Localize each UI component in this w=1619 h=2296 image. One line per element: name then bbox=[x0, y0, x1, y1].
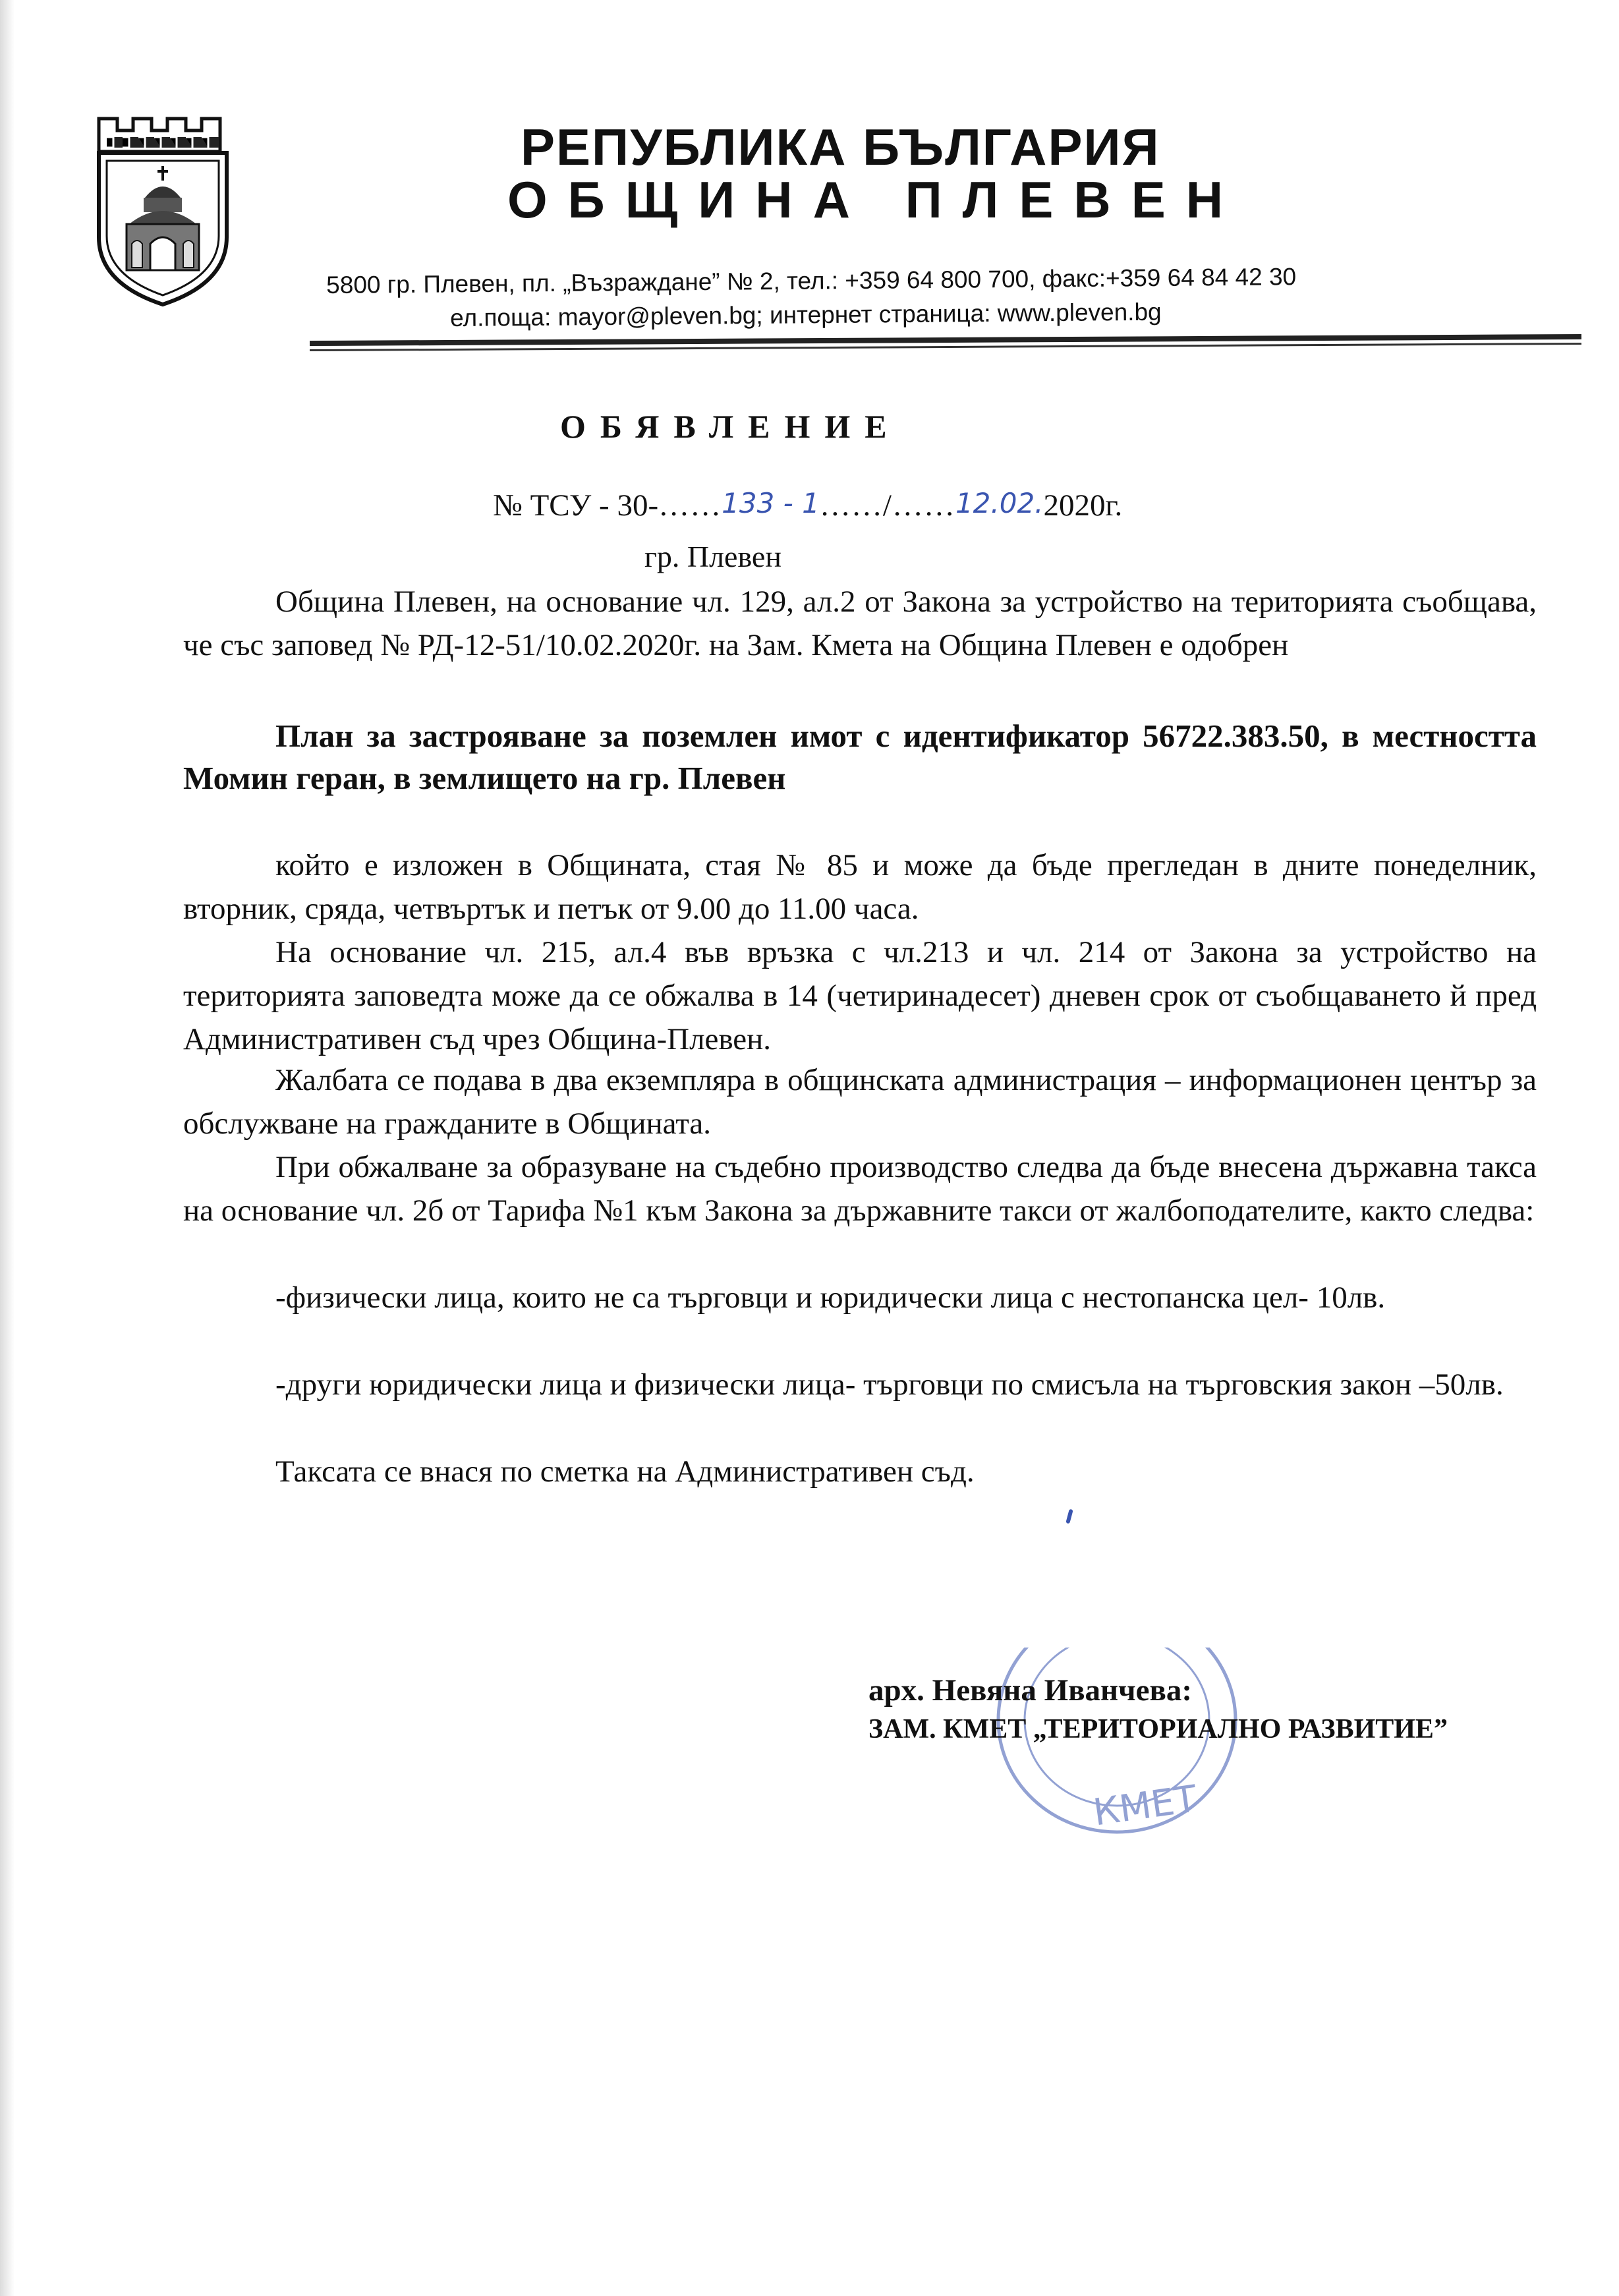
paragraph-fee-individuals: -физически лица, които не са търговци и юридически лица с нестопанска цел- 10лв. bbox=[275, 1280, 1386, 1315]
handwritten-date: 12.02. bbox=[955, 487, 1044, 519]
paragraph-complaint: Жалбата се подава в два екземпляра в общинската администрация – информационен център за обслужване на гражданите в Общината. bbox=[183, 1063, 1537, 1141]
scan-edge-shadow bbox=[0, 0, 14, 2296]
stamp-label: КМЕТ bbox=[1091, 1777, 1200, 1835]
signatory-position: ЗАМ. КМЕТ „ТЕРИТОРИАЛНО РАЗВИТИЕ” bbox=[868, 1714, 1448, 1744]
notice-year: 2020г. bbox=[1043, 488, 1123, 523]
paragraph-fee-account: Таксата се внася по сметка на Административен съд. bbox=[275, 1454, 975, 1489]
paragraph-fee: При обжалване за образуване на съдебно производство следва да бъде внесена държавна такса на основание чл. 2б от Тарифа №1 към Закона за държавните такси от жалбоподателите, както следва: bbox=[183, 1150, 1537, 1228]
paragraph-plan-title: План за застрояване за поземлен имот с идентификатор 56722.383.50, в местността Момин геран, в землището на гр. Плевен bbox=[183, 718, 1537, 796]
notice-city: гр. Плевен bbox=[644, 540, 781, 573]
paragraph-appeal-basis: На основание чл. 215, ал.4 във връзка с чл.213 и чл. 214 от Закона за устройство на територията заповедта може да се обжалва в 14 (четиринадесет) дневен срок от съобщаването й пред Административен съд чрез Община-Плевен. bbox=[183, 935, 1537, 1056]
signatory-name: арх. Невяна Иванчева: bbox=[868, 1673, 1192, 1708]
header-contact: ел.поща: mayor@pleven.bg; интернет страница: www.pleven.bg bbox=[450, 298, 1162, 331]
pleven-coat-of-arms-icon bbox=[92, 112, 234, 310]
notice-title: ОБЯВЛЕНИЕ bbox=[560, 408, 901, 445]
paragraph-announcement: Община Плевен, на основание чл. 129, ал.2 от Закона за устройство на територията съобщава, че със заповед № РД-12-51/10.02.2020г. на Зам. Кмета на Община Плевен е одобрен bbox=[183, 585, 1537, 662]
handwritten-number: 133 - 1 bbox=[722, 487, 820, 519]
header-address: 5800 гр. Плевен, пл. „Възраждане” № 2, тел.: +359 64 800 700, факс:+359 64 84 42 30 bbox=[326, 263, 1297, 299]
header-municipality: ОБЩИНА ПЛЕВЕН bbox=[507, 171, 1244, 229]
pen-mark bbox=[1065, 1509, 1073, 1524]
notice-number bbox=[493, 488, 1122, 523]
notice-number-prefix: № ТСУ - 30- bbox=[493, 488, 659, 523]
notice-number-dots: …… bbox=[658, 488, 722, 523]
paragraph-fee-companies: -други юридически лица и физически лица- търговци по смисъла на търговския закон –50лв. bbox=[275, 1367, 1504, 1402]
paragraph-exhibition: който е изложен в Общината, стая № 85 и може да бъде прегледан в дните понеделник, вторник, сряда, четвъртък и петък от 9.00 до 11.00 часа. bbox=[183, 848, 1537, 926]
notice-date-dots: ……/…… bbox=[819, 488, 955, 523]
header-country: РЕПУБЛИКА БЪЛГАРИЯ bbox=[521, 118, 1160, 176]
